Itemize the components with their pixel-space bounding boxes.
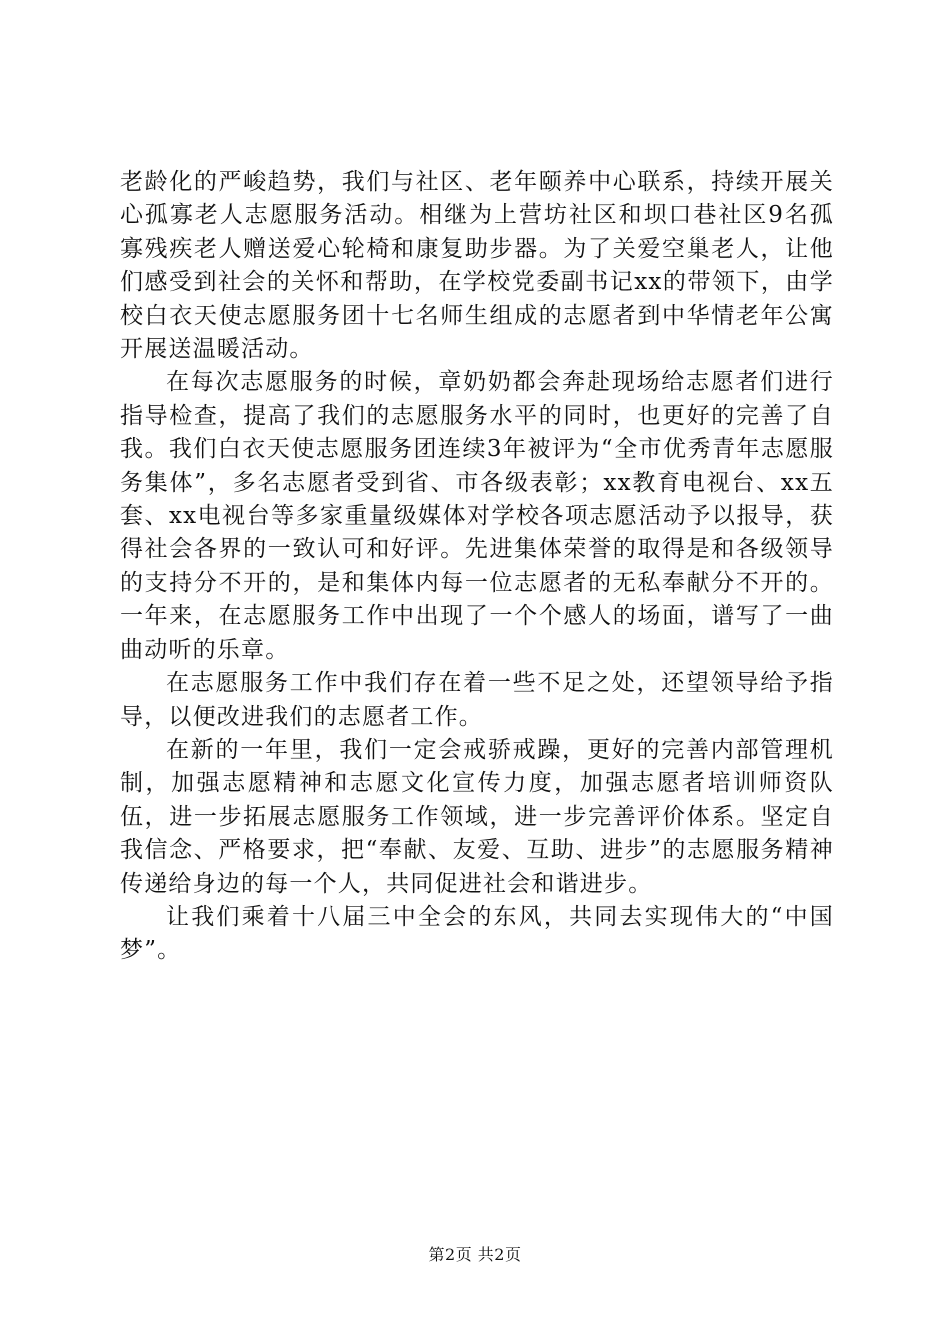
document-body xyxy=(120,166,834,968)
paragraph-continuation: 老龄化的严峻趋势，我们与社区、老年颐养中心联系，持续开展关心孤寡老人志愿服务活动。相继为上营坊社区和坝口巷社区9名孤寡残疾老人赠送爱心轮椅和康复助步器。为了关爱空巢老人，让他们感受到社会的关怀和帮助，在学校党委副书记xx的带领下，由学校白衣天使志愿服务团十七名师生组成的志愿者到中华情老年公寓开展送温暖活动。 xyxy=(120,169,834,363)
page-number-footer: 第2页 共2页 xyxy=(428,1245,522,1264)
paragraph-new-year-plan: 在新的一年里，我们一定会戒骄戒躁，更好的完善内部管理机制，加强志愿精神和志愿文化宣传力度，加强志愿者培训师资队伍，进一步拓展志愿服务工作领域，进一步完善评价体系。坚定自我信念、严格要求，把“奉献、友爱、互助、进步”的志愿服务精神传递给身边的每一个人，共同促进社会和谐进步。 xyxy=(120,736,834,897)
paragraph-volunteer-guidance: 在每次志愿服务的时候，章奶奶都会奔赴现场给志愿者们进行指导检查，提高了我们的志愿服务水平的同时，也更好的完善了自我。我们白衣天使志愿服务团连续3年被评为“全市优秀青年志愿服务集体”，多名志愿者受到省、市各级表彰；xx教育电视台、xx五套、xx电视台等多家重量级媒体对学校各项志愿活动予以报导，获得社会各界的一致认可和好评。先进集体荣誉的取得是和各级领导的支持分不开的，是和集体内每一位志愿者的无私奉献分不开的。一年来，在志愿服务工作中出现了一个个感人的场面，谱写了一曲曲动听的乐章。 xyxy=(120,369,834,663)
paragraph-shortcomings: 在志愿服务工作中我们存在着一些不足之处，还望领导给予指导，以便改进我们的志愿者工作。 xyxy=(120,670,834,730)
paragraph-closing: 让我们乘着十八届三中全会的东风，共同去实现伟大的“中国梦”。 xyxy=(120,903,834,964)
